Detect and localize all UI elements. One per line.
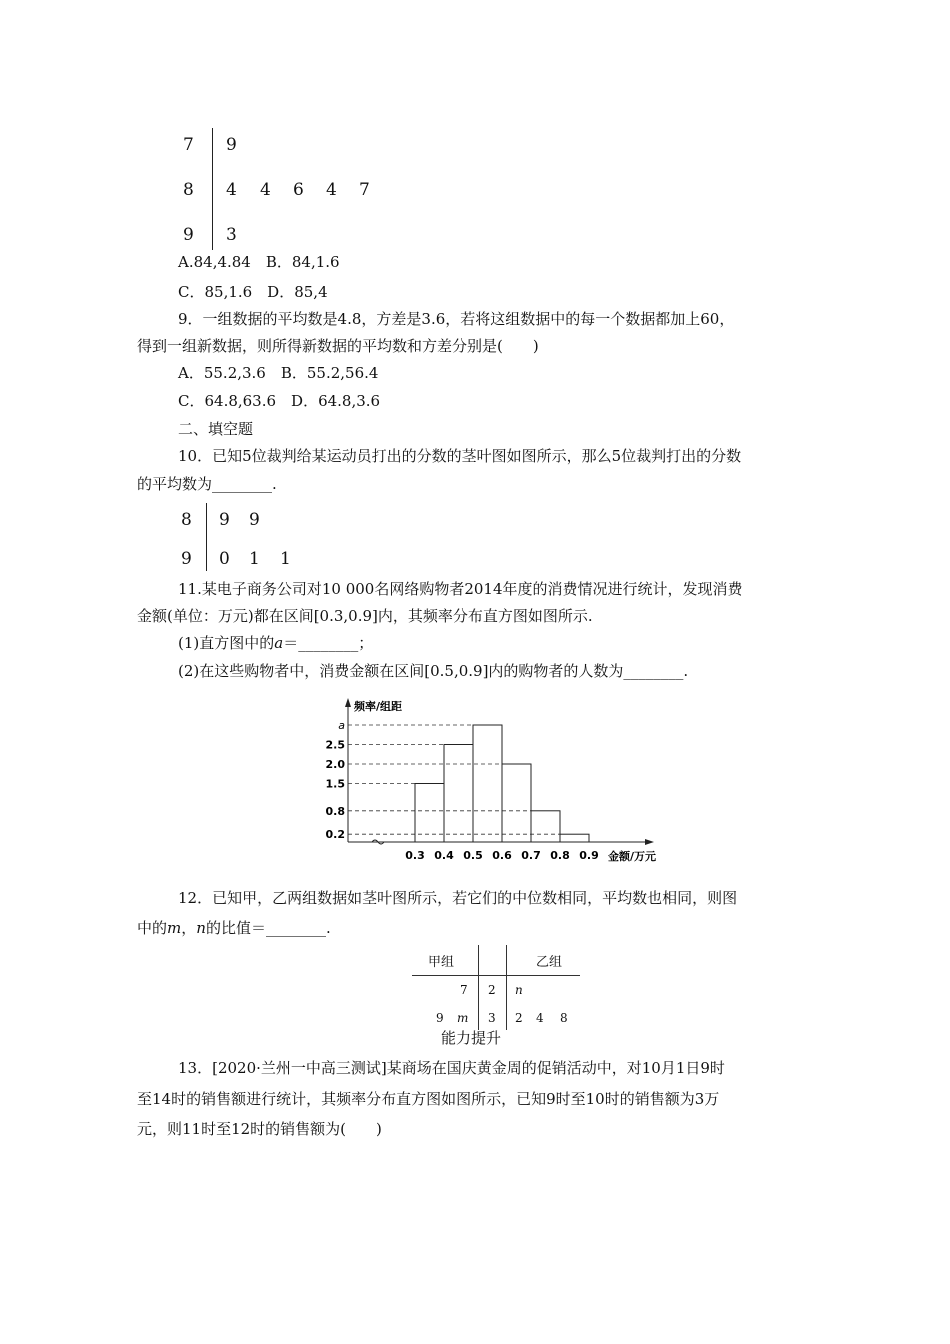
y-tick-label-3: 2.0	[325, 758, 345, 771]
q11-sub-1	[178, 633, 373, 653]
q12-line2-pre: 中的	[137, 919, 168, 937]
q11-line-2: 金额(单位：万元)都在区间[0.3,0.9]内，其频率分布直方图如图所示.	[137, 607, 593, 625]
histogram-bar-5	[560, 834, 589, 842]
y-tick-label-1: 2.5	[325, 738, 345, 752]
q12-var-n: n	[196, 919, 206, 937]
leaf-1-1-1: 4	[260, 180, 271, 200]
leaf-2-1-2: 1	[280, 549, 291, 569]
q12-line2-post: 的比值＝________.	[205, 919, 331, 937]
histogram-bar-1	[444, 745, 473, 843]
histogram-bar-0	[415, 784, 444, 843]
q11-sub1-var: a	[274, 634, 284, 652]
leaf-3-1-right-0: 2	[515, 1011, 523, 1025]
q10-line-2: 的平均数为________.	[137, 475, 277, 493]
x-tick-label-4: 0.7	[521, 849, 541, 862]
q12-line-2	[137, 918, 331, 938]
stem-2-1: 9	[181, 549, 192, 569]
section-ability-improvement: 能力提升	[441, 1029, 502, 1047]
histogram-bar-3	[502, 764, 531, 842]
stem-divider-1	[212, 128, 213, 250]
stem-2-0: 8	[181, 510, 192, 530]
leaf-1-1-4: 7	[359, 180, 370, 200]
x-axis-arrow	[645, 839, 654, 845]
leaf-2-0-0: 9	[219, 510, 230, 530]
leaf-1-1-3: 4	[326, 180, 337, 200]
y-tick-label-2: a	[338, 719, 345, 732]
q9-options-ab: A．55.2,3.6 B．55.2,56.4	[178, 364, 379, 382]
stem-3-1: 3	[488, 1011, 496, 1025]
group-yi-header: 乙组	[536, 955, 563, 970]
q13-line-3: 元，则11时至12时的销售额为( )	[137, 1120, 382, 1138]
q12-var-m: m	[167, 919, 182, 937]
x-tick-label-0: 0.3	[405, 849, 425, 862]
y-axis-label: 频率/组距	[354, 700, 403, 713]
leaf-3-0-left-0: 7	[460, 983, 468, 997]
x-tick-label-3: 0.6	[492, 849, 512, 862]
leaf-3-1-left-1: m	[457, 1011, 469, 1025]
q13-line-2: 至14时的销售额进行统计，其频率分布直方图如图所示，已知9时至10时的销售额为3万	[137, 1090, 720, 1108]
y-tick-label-5: 0.2	[325, 828, 345, 842]
leaf-1-1-0: 4	[226, 180, 237, 200]
leaf-1-2-0: 3	[226, 225, 237, 245]
stem-1-2: 9	[183, 225, 194, 245]
q11-sub1-post: ＝________；	[283, 634, 374, 652]
q9-line-1: 9．一组数据的平均数是4.8，方差是3.6，若将这组数据中的每一个数据都加上60，	[178, 310, 735, 328]
stem-1-0: 7	[183, 135, 194, 155]
frequency-histogram	[320, 690, 680, 870]
q13-line-1: 13．[2020·兰州一中高三测试]某商场在国庆黄金周的促销活动中，对10月1日9时	[178, 1059, 725, 1077]
x-tick-label-5: 0.8	[550, 849, 570, 862]
section-fill-in-blank: 二、填空题	[178, 420, 254, 438]
q11-sub1-pre: (1)直方图中的	[178, 634, 275, 652]
leaf-2-0-1: 9	[249, 510, 260, 530]
y-tick-label-4: 0.8	[325, 804, 345, 818]
leaf-3-0-right-0: n	[515, 983, 523, 997]
q8-options-cd: C．85,1.6 D．85,4	[178, 283, 328, 301]
stem-3-0: 2	[488, 983, 496, 997]
histogram-bar-4	[531, 811, 560, 842]
x-tick-label-2: 0.5	[463, 849, 483, 862]
q9-line-2: 得到一组新数据，则所得新数据的平均数和方差分别是( )	[137, 337, 539, 355]
x-axis-label: 金额/万元	[608, 850, 657, 863]
q11-sub-2: (2)在这些购物者中，消费金额在区间[0.5,0.9]内的购物者的人数为________.	[178, 662, 689, 680]
leaf-2-1-1: 1	[249, 549, 260, 569]
q12-line-1: 12．已知甲，乙两组数据如茎叶图所示，若它们的中位数相同，平均数也相同，则图	[178, 889, 738, 907]
q12-sep: ，	[181, 919, 197, 937]
stem-divider-2	[206, 503, 207, 571]
y-tick-label-0: 1.5	[325, 777, 345, 791]
x-tick-label-1: 0.4	[434, 849, 454, 862]
x-tick-label-6: 0.9	[579, 849, 599, 862]
leaf-1-1-2: 6	[293, 180, 304, 200]
stem-leaf-plot-3	[412, 945, 582, 1030]
stem-1-1: 8	[183, 180, 194, 200]
q10-line-1: 10．已知5位裁判给某运动员打出的分数的茎叶图如图所示，那么5位裁判打出的分数	[178, 447, 742, 465]
group-jia-header: 甲组	[428, 955, 455, 970]
histogram-bar-2	[473, 725, 502, 842]
leaf-3-1-left-0: 9	[436, 1011, 444, 1025]
q9-options-cd: C．64.8,63.6 D．64.8,3.6	[178, 392, 381, 410]
q11-line-1: 11.某电子商务公司对10 000名网络购物者2014年度的消费情况进行统计，发现消费	[178, 580, 743, 598]
leaf-3-1-right-1: 4	[536, 1011, 544, 1025]
leaf-1-0-0: 9	[226, 135, 237, 155]
leaf-2-1-0: 0	[219, 549, 230, 569]
y-axis-arrow	[345, 698, 351, 707]
leaf-3-1-right-2: 8	[560, 1011, 568, 1025]
q8-options-ab: A.84,4.84 B．84,1.6	[178, 253, 340, 271]
